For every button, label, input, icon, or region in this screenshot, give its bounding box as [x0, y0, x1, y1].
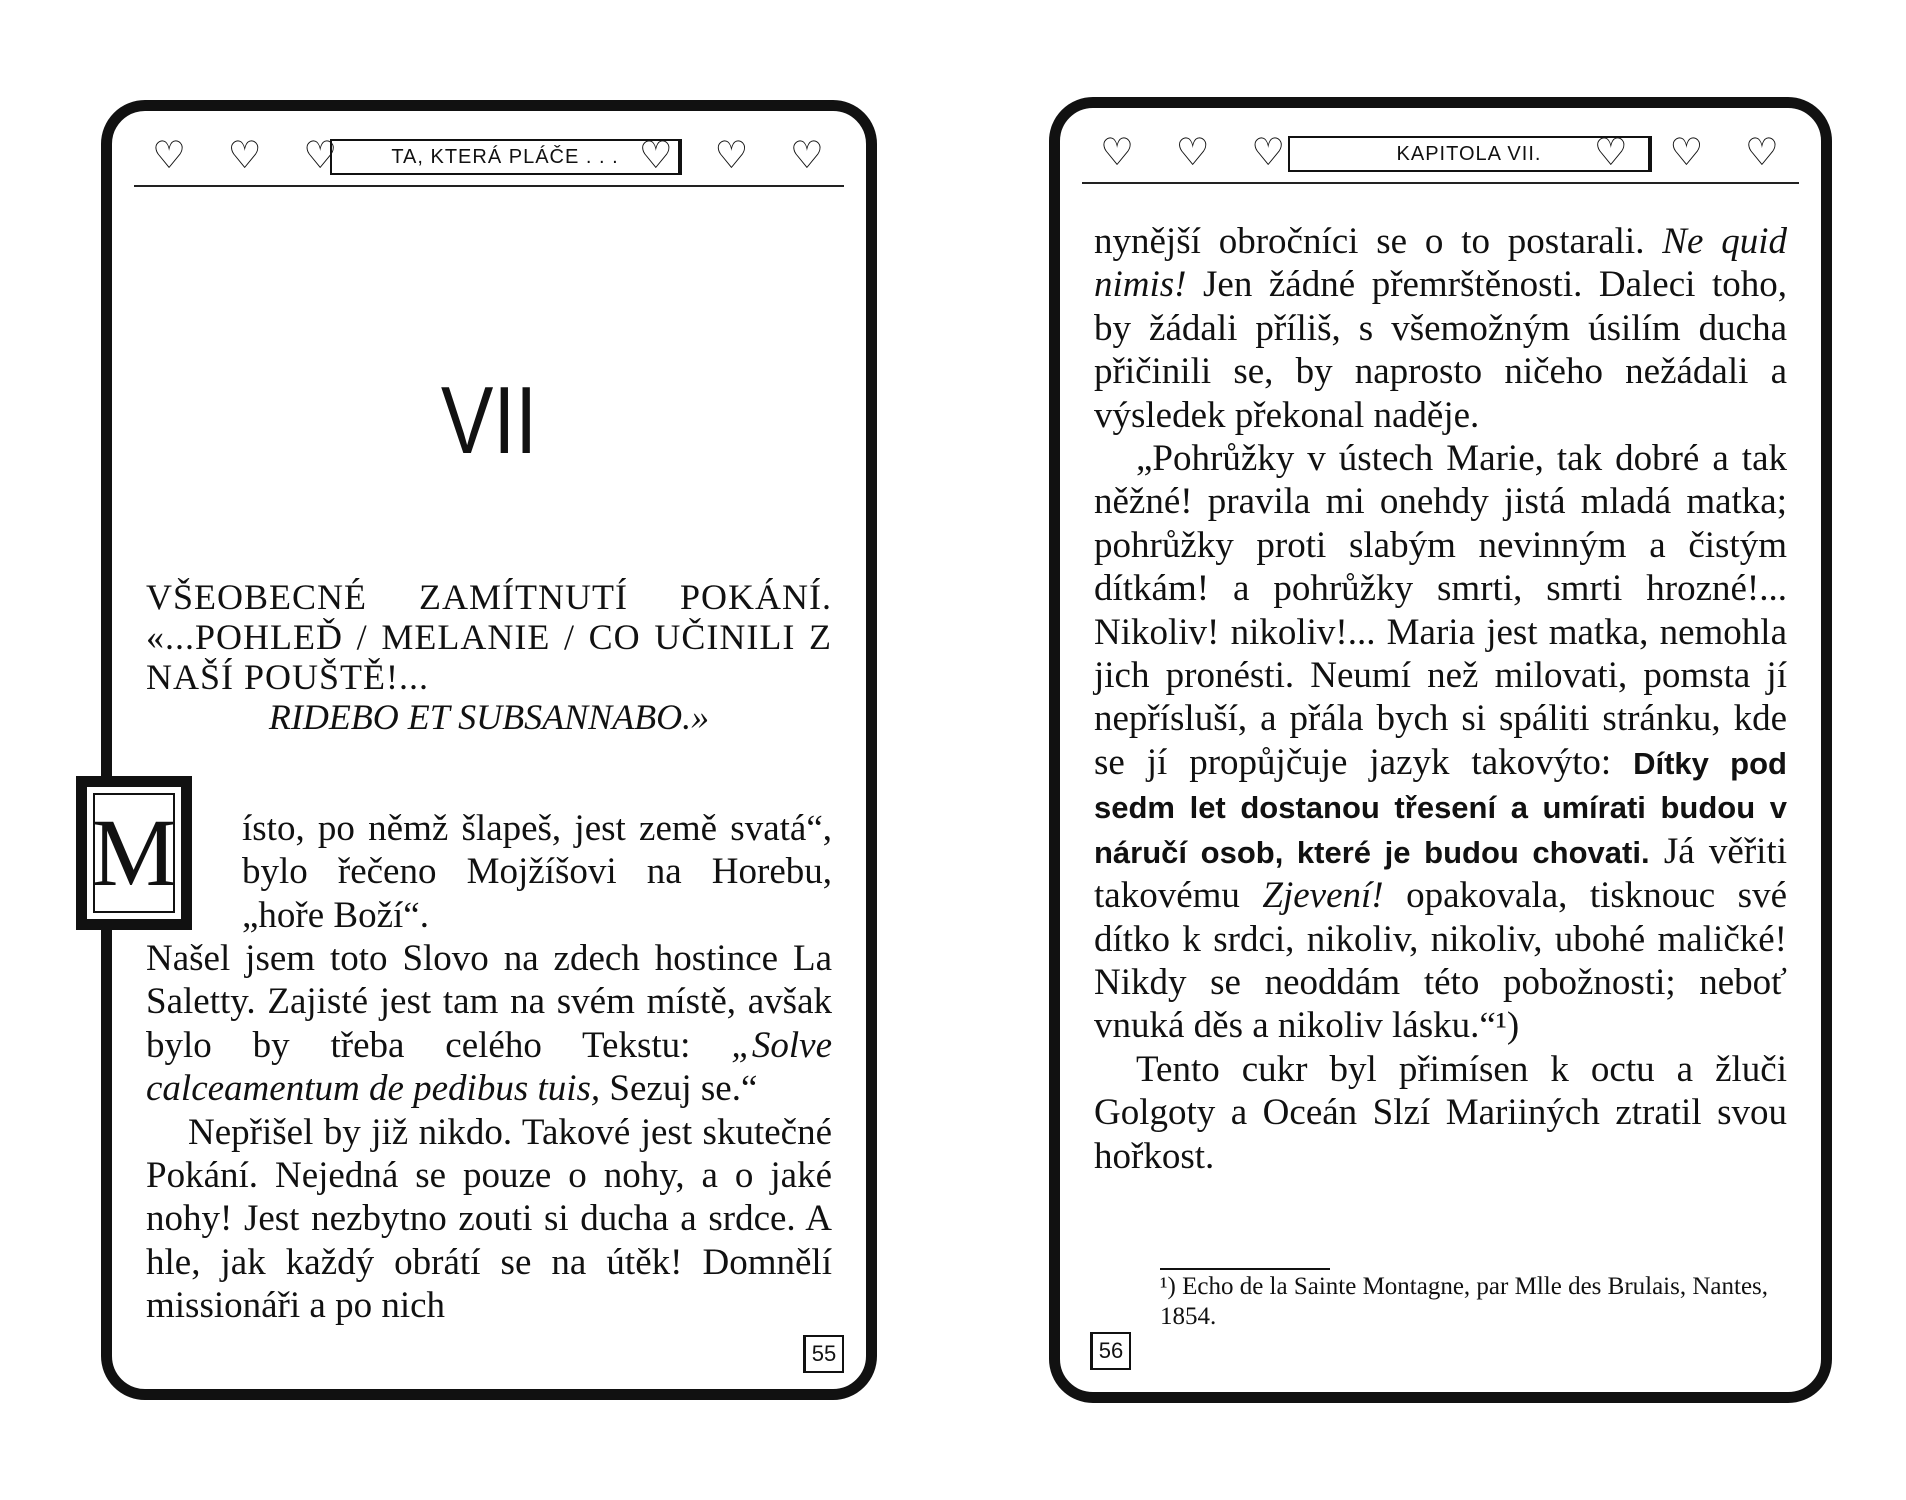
text-run: Jen žádné přemrštěnosti. Daleci toho, by žádali příliš, s všemožným úsilím ducha přičinili se, by naprosto ničeho nežádali a výsledek překonal naděje. — [1094, 264, 1787, 436]
first-paragraph-start: ísto, po němž šlapeš, jest země svatá“, bylo řečeno Mojžíšovi na Horebu, „hoře Boží“. — [242, 808, 832, 936]
latin-quote: „Solve calceamentum de pedibus tuis, — [146, 1024, 832, 1110]
right-header — [1082, 122, 1799, 184]
text-run: Sezuj se.“ — [600, 1068, 758, 1110]
drop-cap — [76, 776, 192, 930]
left-header — [134, 125, 844, 187]
drop-cap-letter: M — [91, 799, 177, 906]
paragraph — [1094, 437, 1787, 1048]
footnote-rule — [1160, 1268, 1330, 1270]
chapter-number: VII — [440, 367, 538, 474]
text-run: nynější obročníci se o to postarali. — [1094, 221, 1663, 262]
drop-cap-frame — [93, 793, 175, 913]
bold-quote: Dítky pod sedm let dostanou třesení a umírati budou v náručí osob, které je budou chovati. — [1094, 745, 1787, 870]
footnote: ¹) Echo de la Sainte Montagne, par Mlle des Brulais, Nantes, 1854. — [1160, 1273, 1769, 1330]
text-run: Našel jsem toto Slovo na zdech hostince La Saletty. Zajisté jest tam na svém místě, avšak bylo by třeba celého Tekstu: — [146, 938, 832, 1066]
chapter-summary — [146, 577, 832, 737]
paragraph — [146, 937, 832, 1111]
right-body-text — [1094, 220, 1787, 1178]
heart-icon: ♡ ♡ ♡ — [1593, 132, 1795, 174]
left-page — [91, 100, 877, 1400]
text-run: opakovala, tisknouc své dítko k srdci, nikoliv, nikoliv, ubohé maličké! Nikdy se neoddám této pobožnosti; neboť vnuká děs a nikoliv lásku.“¹) — [1094, 875, 1788, 1047]
text-run: Já věřiti takovému — [1094, 830, 1787, 917]
page-number: 56 — [1090, 1332, 1131, 1370]
paragraph — [1094, 220, 1787, 437]
right-page — [1049, 97, 1832, 1403]
latin-phrase: Ne quid nimis! — [1094, 221, 1787, 306]
running-head: TA, KTERÁ PLÁČE . . . — [330, 139, 682, 175]
paragraph: Nepřišel by již nikdo. Takové jest skutečné Pokání. Nejedná se pouze o nohy, a o jaké nohy! Jest nezbytno zouti si ducha a srdce. A hle, jak každý obrátí se na útěk! Domnělí missionáři a po nich — [146, 1111, 832, 1327]
paragraph: Tento cukr byl přimísen k octu a žluči Golgoty a Oceán Slzí Mariiných ztratil svou hořkost. — [1094, 1048, 1787, 1177]
heart-icon: ♡ ♡ ♡ — [638, 135, 840, 177]
italic-word: Zjevení! — [1262, 875, 1384, 917]
summary-text: VŠEOBECNÉ ZAMÍTNUTÍ POKÁNÍ. «...POHLEĎ / MELANIE / CO UČINILI Z NAŠÍ POUŠTĚ!... — [146, 577, 832, 697]
page-number: 55 — [803, 1335, 844, 1373]
text-run: „Pohrůžky v ústech Marie, tak dobré a tak něžné! pravila mi onehdy jistá mladá matka; pohrůžky proti slabým nevinným a čistým dítkám! a pohrůžky smrti, smrti hrozné!... Nikoliv! nikoliv!... Maria jest matka, nemohla jich pronésti. Neumí než milovati, pomsta jí nepřísluší, a přála bych si spáliti stránku, kde se jí propůjčuje jazyk takovýto: — [1094, 438, 1787, 783]
heart-icon: ♡ ♡ ♡ — [1100, 132, 1302, 174]
left-body-text — [146, 937, 832, 1328]
heart-icon: ♡ ♡ ♡ — [152, 135, 354, 177]
running-head: KAPITOLA VII. — [1288, 136, 1652, 172]
summary-latin: RIDEBO ET SUBSANNABO.» — [268, 697, 710, 737]
